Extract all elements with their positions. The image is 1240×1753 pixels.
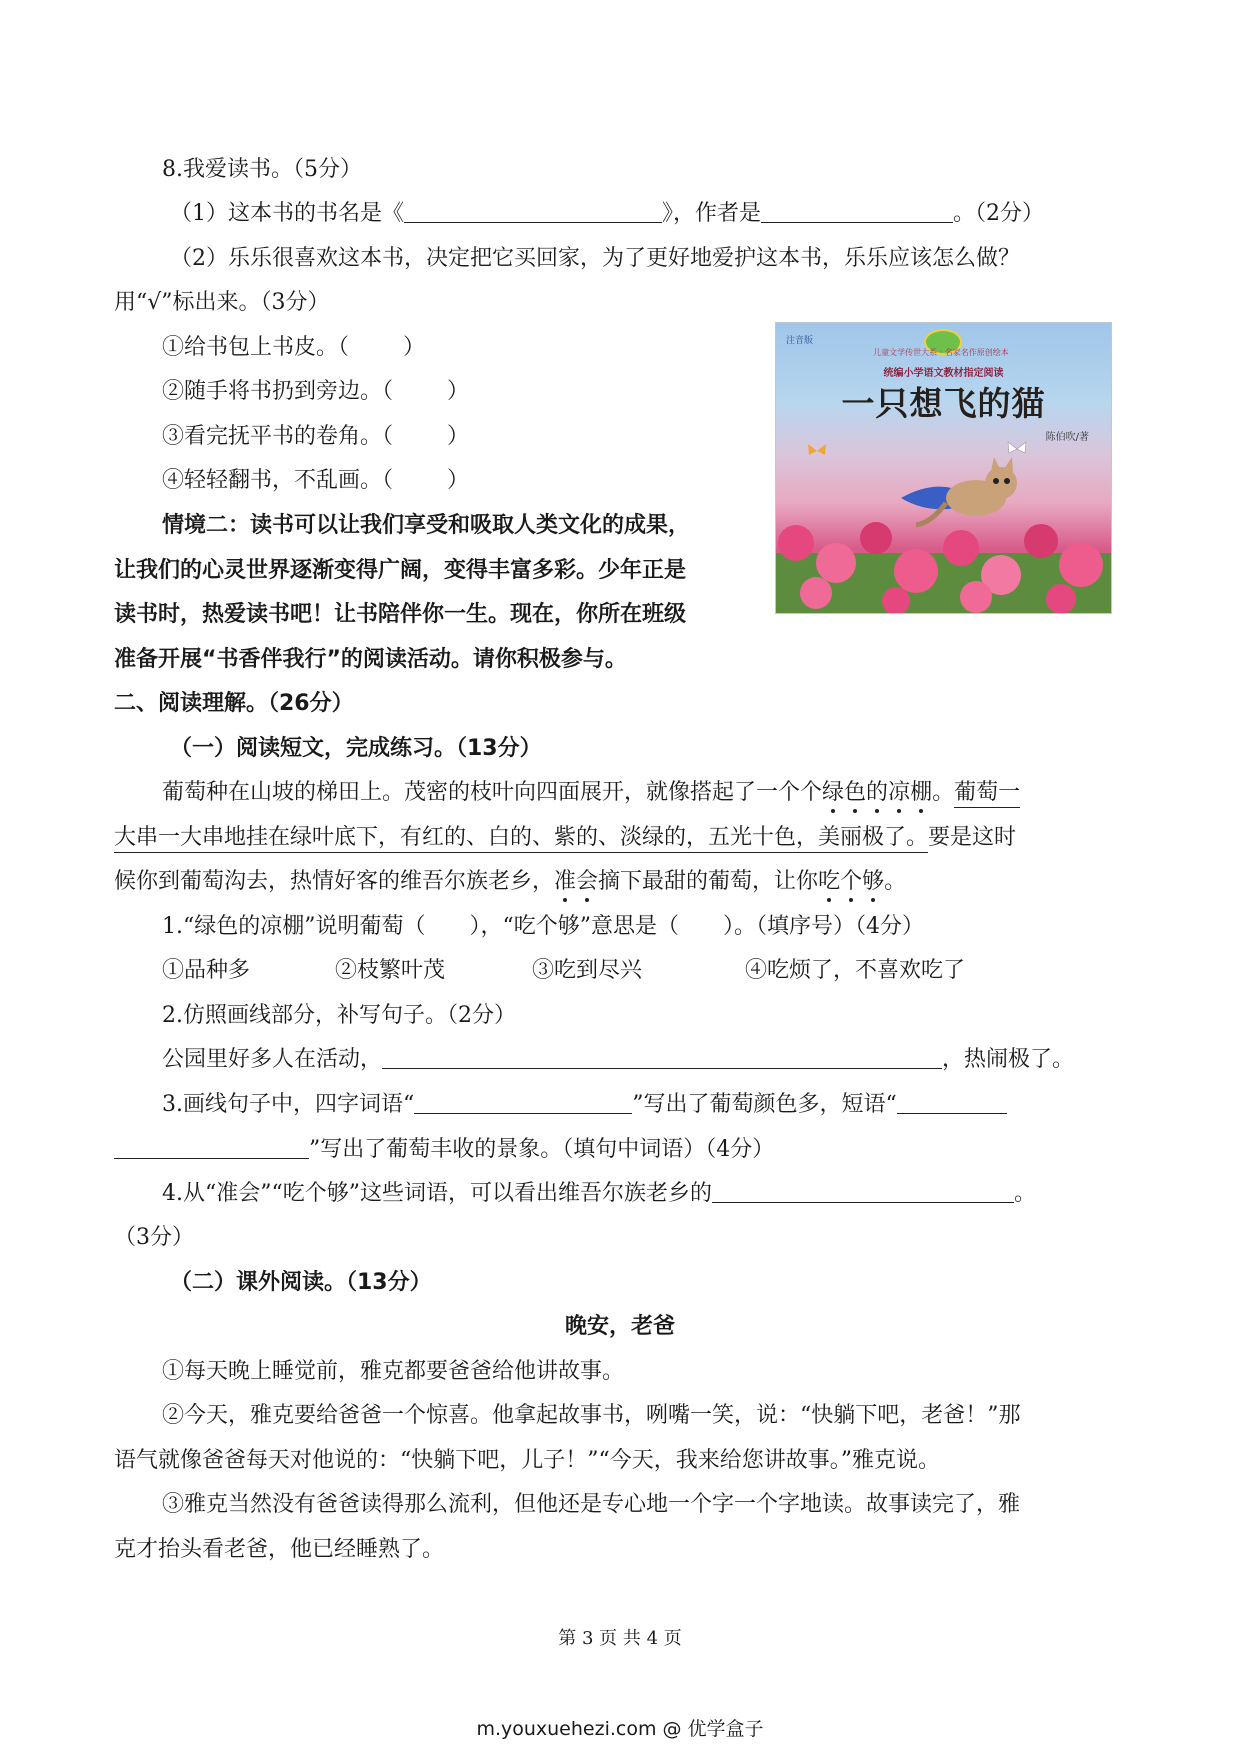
q3-blank-2-cont[interactable] bbox=[114, 1136, 309, 1159]
q8-sub2-line2: 用“√”标出来。（3分） bbox=[114, 290, 330, 315]
q2-answer-line: 公园里好多人在活动， ，热闹极了。 bbox=[162, 1047, 1075, 1072]
story-paragraph-2-line-1: ②今天，雅克要给爸爸一个惊喜。他拿起故事书，咧嘴一笑，说：“快躺下吧，老爸！”那 bbox=[162, 1403, 1021, 1428]
question-3: 3.画线句子中，四字词语“ ”写出了葡萄颜色多，短语“ bbox=[162, 1090, 1007, 1120]
q8-option-1[interactable]: ①给书包上书皮。（ ） bbox=[162, 335, 426, 360]
q4-blank[interactable] bbox=[712, 1180, 1014, 1203]
passage-line-2: 大串一大串地挂在绿叶底下，有红的、白的、紫的、淡绿的，五光十色，美丽极了。要是这时 bbox=[114, 823, 1016, 853]
passage-line-1: 葡萄种在山坡的梯田上。茂密的枝叶向四面展开，就像搭起了一个个绿色的凉棚。葡萄一 bbox=[162, 778, 1020, 808]
cover-author: 陈伯吹/著 bbox=[1045, 432, 1089, 443]
cover-series-strip: 儿童文学传世大系 · 名家名作原创绘本 bbox=[873, 348, 1009, 357]
section2-title: 二、阅读理解。（26分） bbox=[114, 691, 354, 716]
q2-blank[interactable] bbox=[382, 1046, 942, 1069]
site-watermark: m.youxuehezi.com @ 优学盒子 bbox=[476, 1718, 764, 1740]
situation-line-3: 读书时，热爱读书吧！让书陪伴你一生。现在，你所在班级 bbox=[114, 602, 687, 627]
butterfly-icon bbox=[806, 443, 828, 459]
q3-blank-2[interactable] bbox=[897, 1091, 1007, 1114]
question-1: 1.“绿色的凉棚”说明葡萄（ ），“吃个够”意思是（ ）。（填序号）（4分） bbox=[162, 914, 924, 939]
story-paragraph-3-line-1: ③雅克当然没有爸爸读得那么流利，但他还是专心地一个字一个字地读。故事读完了，雅 bbox=[162, 1492, 1021, 1517]
part1-title: （一）阅读短文，完成练习。（13分） bbox=[170, 736, 542, 761]
book-title-blank[interactable] bbox=[404, 200, 662, 223]
story-paragraph-3-line-2: 克才抬头看老爸，他已经睡熟了。 bbox=[114, 1537, 445, 1562]
q8-option-4[interactable]: ④轻轻翻书，不乱画。（ ） bbox=[162, 468, 470, 493]
question-2: 2.仿照画线部分，补写句子。（2分） bbox=[162, 1003, 516, 1028]
situation-line-1: 情境二：读书可以让我们享受和吸取人类文化的成果， bbox=[162, 513, 691, 538]
story-title: 晚安，老爸 bbox=[564, 1314, 675, 1339]
passage-line-3: 候你到葡萄沟去，热情好客的维吾尔族老乡，准会摘下最甜的葡萄，让你吃个够。 bbox=[114, 869, 907, 894]
question-3-cont: ”写出了葡萄丰收的景象。（填句中词语）（4分） bbox=[114, 1135, 774, 1165]
q8-sub1: （1）这本书的书名是《 》，作者是 。（2分） bbox=[170, 201, 1045, 226]
q4-score: （3分） bbox=[114, 1225, 194, 1250]
q1-option-4: ④吃烦了，不喜欢吃了 bbox=[745, 958, 966, 983]
q1-option-3: ③吃到尽兴 bbox=[532, 958, 643, 983]
butterfly-icon bbox=[1006, 441, 1028, 457]
situation-line-4: 准备开展“书香伴我行”的阅读活动。请你积极参与。 bbox=[114, 647, 627, 672]
q1-option-2: ②枝繁叶茂 bbox=[335, 958, 446, 983]
book-cover-image bbox=[775, 322, 1112, 614]
story-paragraph-2-line-2: 语气就像爸爸每天对他说的：“快躺下吧，儿子！”“今天，我来给您讲故事。”雅克说。 bbox=[114, 1448, 940, 1473]
part2-title: （二）课外阅读。（13分） bbox=[170, 1270, 432, 1295]
story-paragraph-1: ①每天晚上睡觉前，雅克都要爸爸给他讲故事。 bbox=[162, 1359, 625, 1384]
q8-title: 8.我爱读书。（5分） bbox=[162, 157, 362, 182]
q8-option-2[interactable]: ②随手将书扔到旁边。（ ） bbox=[162, 379, 470, 404]
flowers-icon bbox=[776, 493, 1111, 613]
q1-option-1: ①品种多 bbox=[162, 958, 251, 983]
page-number: 第 3 页 共 4 页 bbox=[558, 1628, 682, 1649]
cover-title: 一只想飞的猫 bbox=[841, 384, 1046, 423]
author-blank[interactable] bbox=[761, 200, 953, 223]
question-4: 4.从“准会”“吃个够”这些词语，可以看出维吾尔族老乡的 。 bbox=[162, 1181, 1036, 1206]
cover-series: 注音版 bbox=[786, 336, 814, 346]
situation-line-2: 让我们的心灵世界逐渐变得广阔，变得丰富多彩。少年正是 bbox=[114, 558, 687, 583]
cover-recommend: 统编小学语文教材指定阅读 bbox=[883, 368, 1004, 379]
q8-sub2-line1: （2）乐乐很喜欢这本书，决定把它买回家，为了更好地爱护这本书，乐乐应该怎么做？ bbox=[170, 246, 1020, 271]
q3-blank-1[interactable] bbox=[414, 1091, 632, 1114]
q8-option-3[interactable]: ③看完抚平书的卷角。（ ） bbox=[162, 424, 470, 449]
